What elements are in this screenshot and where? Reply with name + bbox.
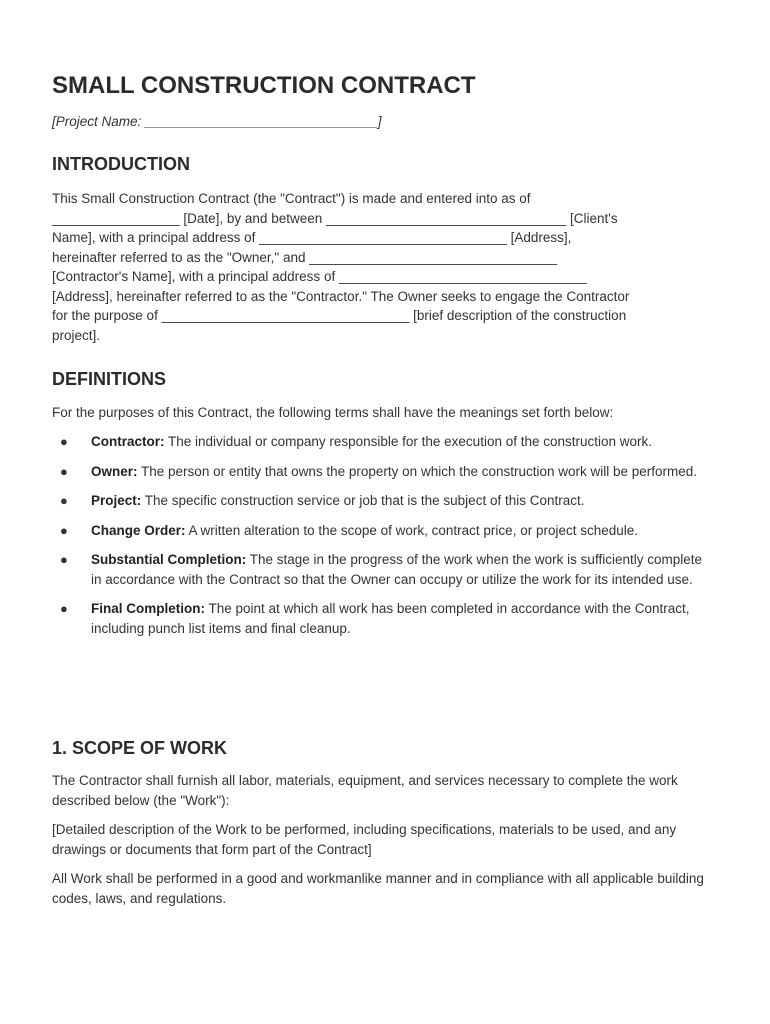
definition-item <box>52 462 716 482</box>
intro-line: hereinafter referred to as the "Owner," and _________________________________ <box>52 249 557 265</box>
definition-term: Final Completion: <box>91 601 205 616</box>
definition-term: Project: <box>91 493 142 508</box>
definition-item <box>52 521 716 541</box>
definition-item <box>52 432 716 452</box>
project-name-field: [Project Name: _______________________________] <box>52 114 382 129</box>
definition-term: Owner: <box>91 463 138 479</box>
bullet-icon: ● <box>60 463 68 479</box>
definitions-list <box>52 432 716 638</box>
scope-paragraph: All Work shall be performed in a good and workmanlike manner and in compliance with all applicable building codes, laws, and regulations. <box>52 871 704 906</box>
document-title: SMALL CONSTRUCTION CONTRACT <box>52 72 476 99</box>
scope-paragraph: The Contractor shall furnish all labor, materials, equipment, and services necessary to complete the work described below (the "Work"): <box>52 773 678 808</box>
definition-text: A written alteration to the scope of work, contract price, or project schedule. <box>188 522 639 538</box>
intro-line: Name], with a principal address of _________________________________ [Address], <box>52 230 572 245</box>
scope-heading: 1. SCOPE OF WORK <box>52 738 228 758</box>
definitions-heading: DEFINITIONS <box>52 369 167 389</box>
definition-term: Substantial Completion: <box>91 552 247 567</box>
bullet-icon: ● <box>60 434 68 449</box>
definition-text: The individual or company responsible for the execution of the construction work. <box>168 434 653 449</box>
introduction-paragraph <box>52 189 722 345</box>
intro-line: _________________ [Date], by and between ________________________________ [Client's <box>52 210 618 226</box>
definition-text: The stage in the progress of the work when the work is sufficiently complete in accordance with the Contract so that the Owner can occupy or utilize the work for its intended use. <box>91 552 702 587</box>
definitions-intro: For the purposes of this Contract, the following terms shall have the meanings set forth below: <box>52 405 614 420</box>
definition-text: The specific construction service or job that is the subject of this Contract. <box>144 493 585 508</box>
intro-line: This Small Construction Contract (the "Contract") is made and entered into as of <box>52 191 531 206</box>
definition-term: Contractor: <box>91 434 165 449</box>
intro-line: [Address], hereinafter referred to as the "Contractor." The Owner seeks to engage the Contractor <box>52 288 630 304</box>
definition-item <box>52 550 716 589</box>
definition-item <box>52 491 716 511</box>
intro-line: for the purpose of _________________________________ [brief description of the construction <box>52 308 627 323</box>
bullet-icon: ● <box>60 552 68 567</box>
intro-line: [Contractor's Name], with a principal address of _________________________________ <box>52 269 587 284</box>
definition-item <box>52 599 716 638</box>
bullet-icon: ● <box>60 522 68 538</box>
bullet-icon: ● <box>60 601 68 616</box>
bullet-icon: ● <box>60 493 68 508</box>
definition-text: The person or entity that owns the property on which the construction work will be performed. <box>141 463 698 479</box>
intro-line: project]. <box>52 327 101 343</box>
scope-paragraph: [Detailed description of the Work to be performed, including specifications, materials to be used, and any drawings or documents that form part of the Contract] <box>52 822 677 857</box>
definition-term: Change Order: <box>91 522 186 538</box>
introduction-heading: INTRODUCTION <box>52 154 190 174</box>
definition-text: The point at which all work has been completed in accordance with the Contract, including punch list items and final cleanup. <box>91 601 690 636</box>
